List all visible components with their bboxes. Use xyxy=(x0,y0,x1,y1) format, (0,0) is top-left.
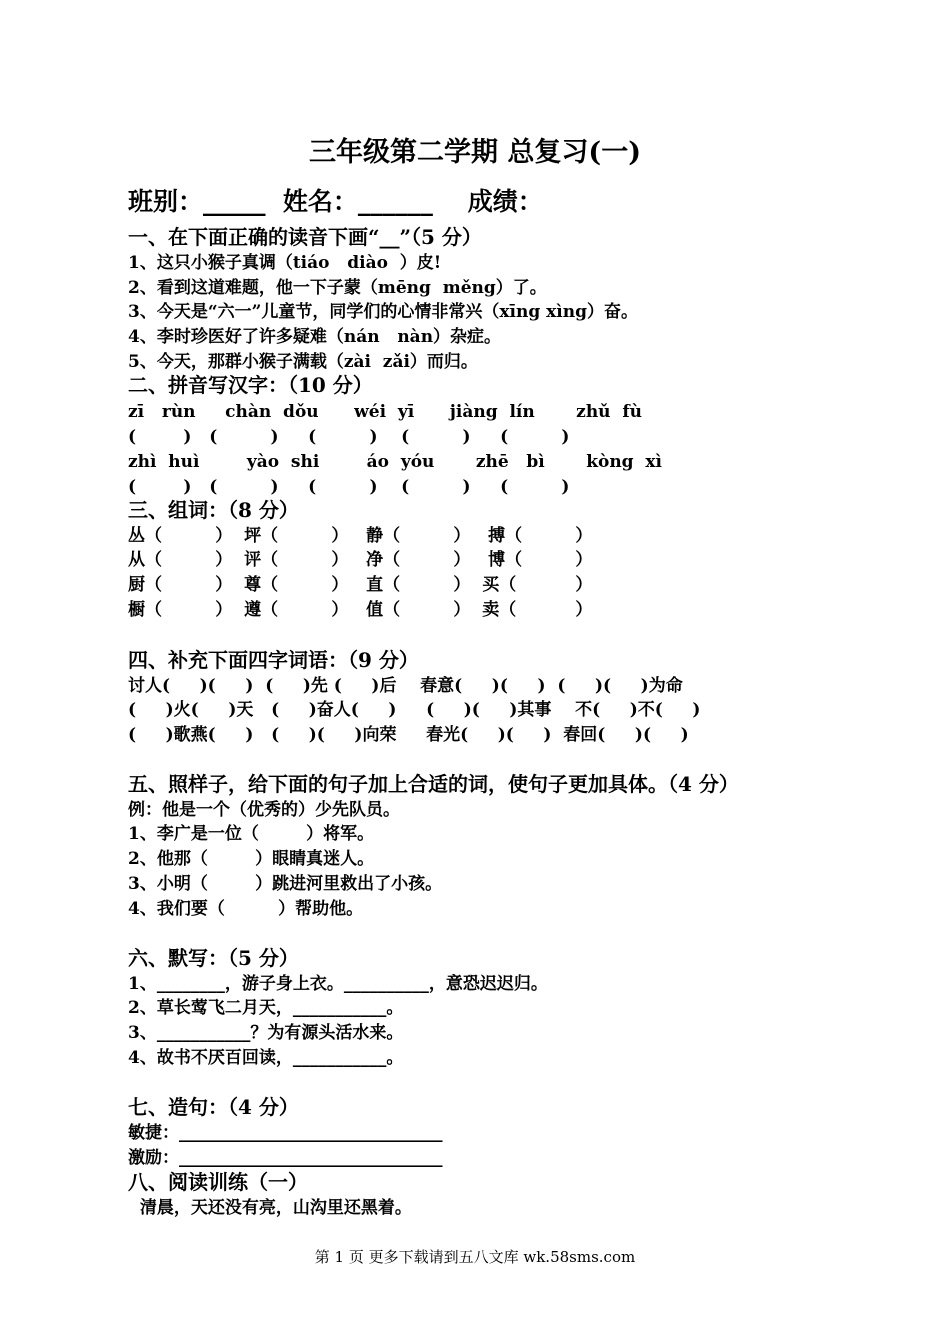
s2-pinyin-row-2: zhì huì yào shi áo yóu zhē bì kòng xì xyxy=(128,452,662,472)
section-7-heading: 七、造句：（4 分） xyxy=(128,1095,299,1119)
s5-line-4: 4、我们要（ ）帮助他。 xyxy=(128,899,364,919)
s2-pinyin-row-1: zī rùn chàn dǒu wéi yī jiàng lín zhǔ fù xyxy=(128,402,643,422)
section-3-heading: 三、组词：（8 分） xyxy=(128,498,299,522)
s6-line-3: 3、___________？为有源头活水来。 xyxy=(128,1023,404,1043)
s4-row-3: ( )歌燕( ) ( )( )向荣 春光( )( ) 春回( )( ) xyxy=(128,725,689,745)
s7-line-1: 敏捷：_______________________________ xyxy=(128,1123,443,1143)
section-2-heading: 二、拼音写汉字：（10 分） xyxy=(128,373,373,397)
student-info-line: 班别：_____ 姓名：______ 成绩： xyxy=(128,187,543,216)
s1-line-2: 2、看到这道难题，他一下子蒙（mēng měng）了。 xyxy=(128,278,547,298)
section-8-heading: 八、阅读训练（一） xyxy=(128,1170,308,1194)
s3-row-2: 从（ ） 评（ ） 净（ ） 博（ ） xyxy=(128,550,593,570)
s3-row-4: 橱（ ） 遵（ ） 值（ ） 卖（ ） xyxy=(128,600,593,620)
s5-line-1: 1、李广是一位（ ）将军。 xyxy=(128,824,375,844)
section-1-heading: 一、在下面正确的读音下画“__”（5 分） xyxy=(128,225,482,249)
section-5-heading: 五、照样子，给下面的句子加上合适的词，使句子更加具体。（4 分） xyxy=(128,772,739,796)
s6-line-2: 2、草长莺飞二月天，___________。 xyxy=(128,998,404,1018)
section-4-heading: 四、补充下面四字词语：（9 分） xyxy=(128,648,419,672)
s5-line-2: 2、他那（ ）眼睛真迷人。 xyxy=(128,849,375,869)
s1-line-5: 5、今天，那群小猴子满载（zài zǎi）而归。 xyxy=(128,352,478,372)
s4-row-1: 讨人( )( ) ( )先 ( )后 春意( )( ) ( )( )为命 xyxy=(128,676,683,696)
s3-row-3: 厨（ ） 尊（ ） 直（ ） 买（ ） xyxy=(128,575,593,595)
s6-line-1: 1、________，游子身上衣。__________，意恐迟迟归。 xyxy=(128,974,548,994)
s6-line-4: 4、故书不厌百回读，___________。 xyxy=(128,1048,404,1068)
s1-line-3: 3、今天是“六一”儿童节，同学们的心情非常兴（xīng xìng）奋。 xyxy=(128,302,638,322)
section-6-heading: 六、默写：（5 分） xyxy=(128,946,299,970)
page-footer: 第 1 页 更多下载请到五八文库 wk.58sms.com xyxy=(314,1248,636,1266)
page-title: 三年级第二学期 总复习(一) xyxy=(309,137,641,168)
s3-row-1: 丛（ ） 坪（ ） 静（ ） 搏（ ） xyxy=(128,526,593,546)
s7-line-2: 激励：_______________________________ xyxy=(128,1148,443,1168)
s2-blank-row-1: ( ) ( ) ( ) ( ) ( ) xyxy=(128,427,570,447)
s5-line-3: 3、小明（ ）跳进河里救出了小孩。 xyxy=(128,874,443,894)
s4-row-2: ( )火( )天 ( )奋人( ) ( )( )其事 不( )不( ) xyxy=(128,700,701,720)
s8-line-1: 清晨，天还没有亮，山沟里还黑着。 xyxy=(128,1198,412,1218)
s1-line-4: 4、李时珍医好了许多疑难（nán nàn）杂症。 xyxy=(128,327,502,347)
s5-example: 例：他是一个（优秀的）少先队员。 xyxy=(128,800,400,820)
s2-blank-row-2: ( ) ( ) ( ) ( ) ( ) xyxy=(128,477,570,497)
s1-line-1: 1、这只小猴子真调（tiáo diào ）皮! xyxy=(128,253,442,273)
